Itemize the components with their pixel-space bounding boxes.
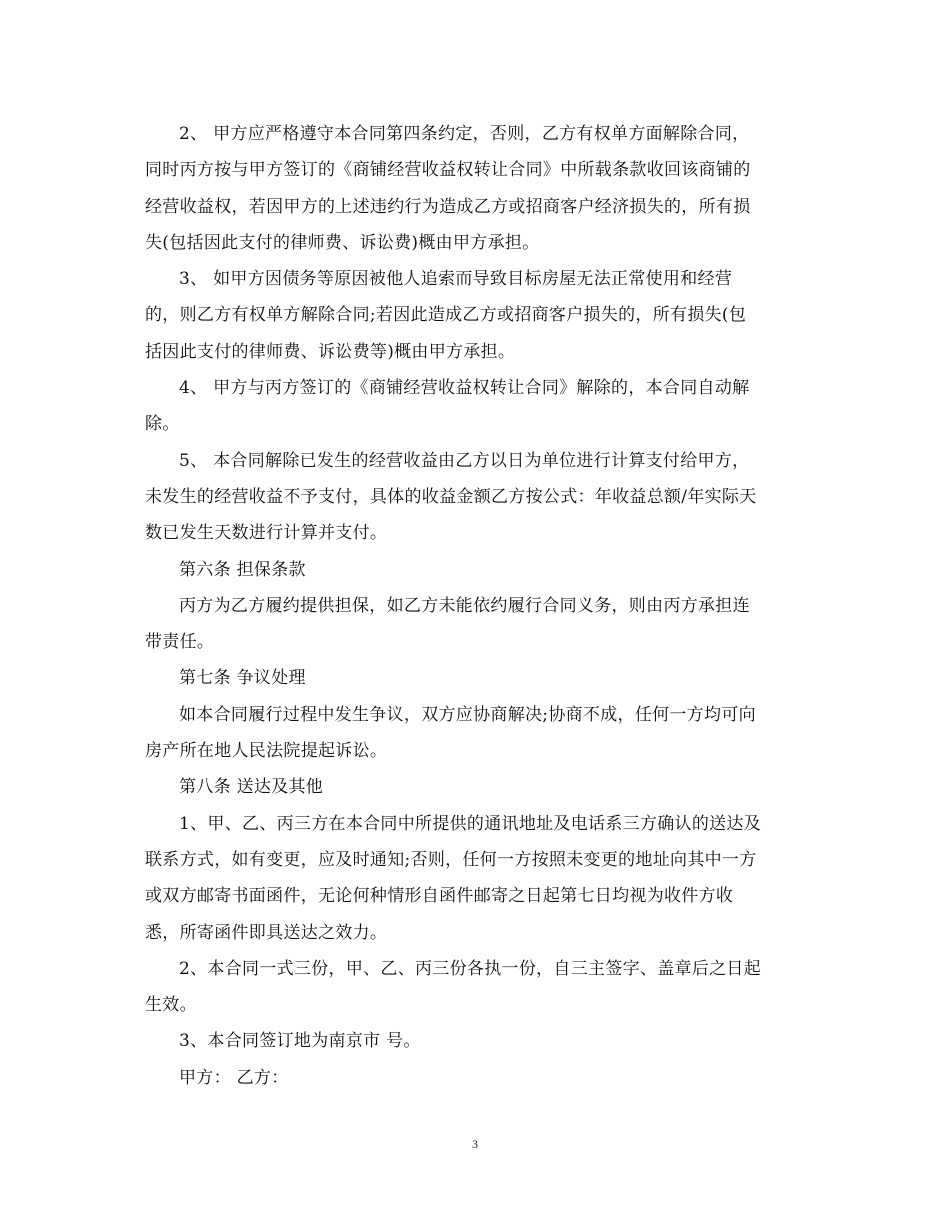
text-line: 悉，所寄函件即具送达之效力。 <box>145 922 388 943</box>
section-heading <box>145 769 805 805</box>
clause-paragraph <box>145 951 805 1024</box>
text-line: 联系方式，如有变更，应及时通知;否则，任何一方按照未变更的地址向其中一方 <box>145 849 757 870</box>
page-number: 3 <box>472 1137 478 1151</box>
text-line: 3、本合同签订地为南京市 号。 <box>179 1031 421 1052</box>
text-line: 失(包括因此支付的律师费、诉讼费)概由甲方承担。 <box>145 232 540 253</box>
text-line: 经营收益权，若因甲方的上述违约行为造成乙方或招商客户经济损失的，所有损 <box>145 196 751 217</box>
clause-paragraph <box>145 370 805 443</box>
text-line: 带责任。 <box>145 632 215 653</box>
text-line: 如本合同履行过程中发生争议，双方应协商解决;协商不成，任何一方均可向 <box>179 704 756 725</box>
text-line: 1、甲、乙、丙三方在本合同中所提供的通讯地址及电话系三方确认的送达及 <box>179 813 762 834</box>
document-body <box>145 116 805 1096</box>
text-line: 的，则乙方有权单方解除合同;若因此造成乙方或招商客户损失的，所有损失(包 <box>145 305 747 326</box>
text-line: 2、本合同一式三份，甲、乙、丙三份各执一份，自三主签字、盖章后之日起 <box>179 958 762 979</box>
clause-paragraph <box>145 443 805 552</box>
text-line: 3、 如甲方因债务等原因被他人追索而导致目标房屋无法正常使用和经营 <box>179 269 733 290</box>
text-line: 第八条 送达及其他 <box>179 777 324 798</box>
text-line: 5、 本合同解除已发生的经营收益由乙方以日为单位进行计算支付给甲方， <box>179 450 750 471</box>
text-line: 同时丙方按与甲方签订的《商铺经营收益权转让合同》中所载条款收回该商铺的 <box>145 160 751 181</box>
text-line: 除。 <box>145 414 180 435</box>
clause-paragraph <box>145 1023 805 1059</box>
clause-paragraph <box>145 697 805 770</box>
text-line: 数已发生天数进行计算并支付。 <box>145 523 388 544</box>
text-line: 未发生的经营收益不予支付，具体的收益金额乙方按公式：年收益总额/年实际天 <box>145 486 757 507</box>
text-line: 生效。 <box>145 995 197 1016</box>
clause-paragraph <box>145 806 805 951</box>
text-line: 丙方为乙方履约提供担保，如乙方未能依约履行合同义务，则由丙方承担连 <box>179 595 750 616</box>
clause-paragraph <box>145 116 805 261</box>
text-line: 房产所在地人民法院提起诉讼。 <box>145 741 388 762</box>
clause-paragraph <box>145 588 805 661</box>
text-line: 2、 甲方应严格遵守本合同第四条约定，否则，乙方有权单方面解除合同， <box>179 124 750 144</box>
text-line: 4、 甲方与丙方签订的《商铺经营收益权转让合同》解除的，本合同自动解 <box>179 378 750 399</box>
text-line: 或双方邮寄书面函件，无论何种情形自函件邮寄之日起第七日均视为收件方收 <box>145 886 734 907</box>
clause-paragraph <box>145 1060 805 1096</box>
text-line: 甲方： 乙方： <box>179 1067 289 1088</box>
section-heading <box>145 660 805 696</box>
section-heading <box>145 552 805 588</box>
text-line: 括因此支付的律师费、诉讼费等)概由甲方承担。 <box>145 341 516 362</box>
clause-paragraph <box>145 261 805 370</box>
text-line: 第六条 担保条款 <box>179 559 306 580</box>
text-line: 第七条 争议处理 <box>179 668 306 689</box>
